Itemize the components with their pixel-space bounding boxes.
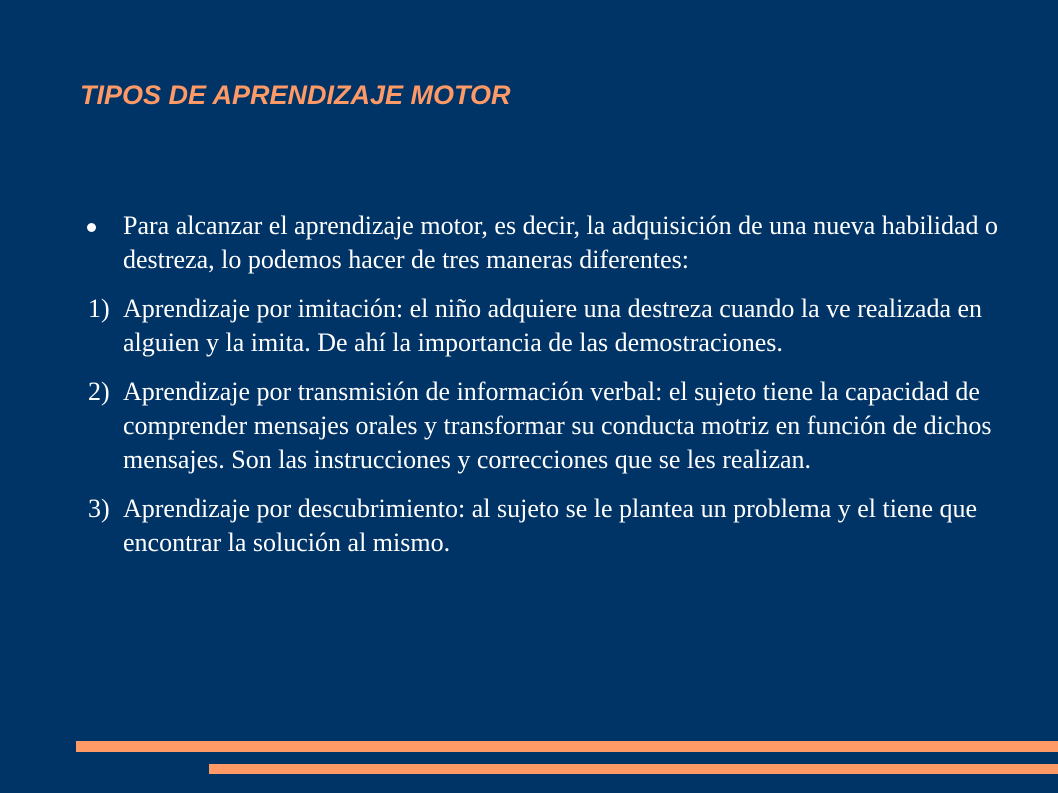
list-item-descubrimiento <box>82 492 1002 560</box>
item-number: 3) <box>88 494 110 523</box>
bullet-dot-icon <box>87 223 96 232</box>
item-text: Aprendizaje por transmisión de información verbal: el sujeto tiene la capacidad de comprender mensajes orales y transformar su conducta motriz en función de dichos mensajes. Son las instrucciones y correcciones que se les realizan. <box>123 377 992 474</box>
slide-content <box>82 209 1002 575</box>
item-number: 2) <box>88 377 110 406</box>
list-item-transmision-verbal <box>82 375 1002 477</box>
footer-accent-line-bottom <box>209 764 1058 774</box>
footer-accent-line-top <box>76 741 1058 752</box>
intro-text: Para alcanzar el aprendizaje motor, es decir, la adquisición de una nueva habilidad o destreza, lo podemos hacer de tres maneras diferentes: <box>123 211 999 274</box>
item-number: 1) <box>88 294 110 323</box>
item-text: Aprendizaje por descubrimiento: al sujeto se le plantea un problema y el tiene que encontrar la solución al mismo. <box>123 494 978 557</box>
list-item-imitacion <box>82 292 1002 360</box>
slide-title: TIPOS DE APRENDIZAJE MOTOR <box>80 80 511 110</box>
item-text: Aprendizaje por imitación: el niño adquiere una destreza cuando la ve realizada en alguien y la imita. De ahí la importancia de las demostraciones. <box>123 294 983 357</box>
intro-bullet-paragraph <box>82 209 1002 277</box>
